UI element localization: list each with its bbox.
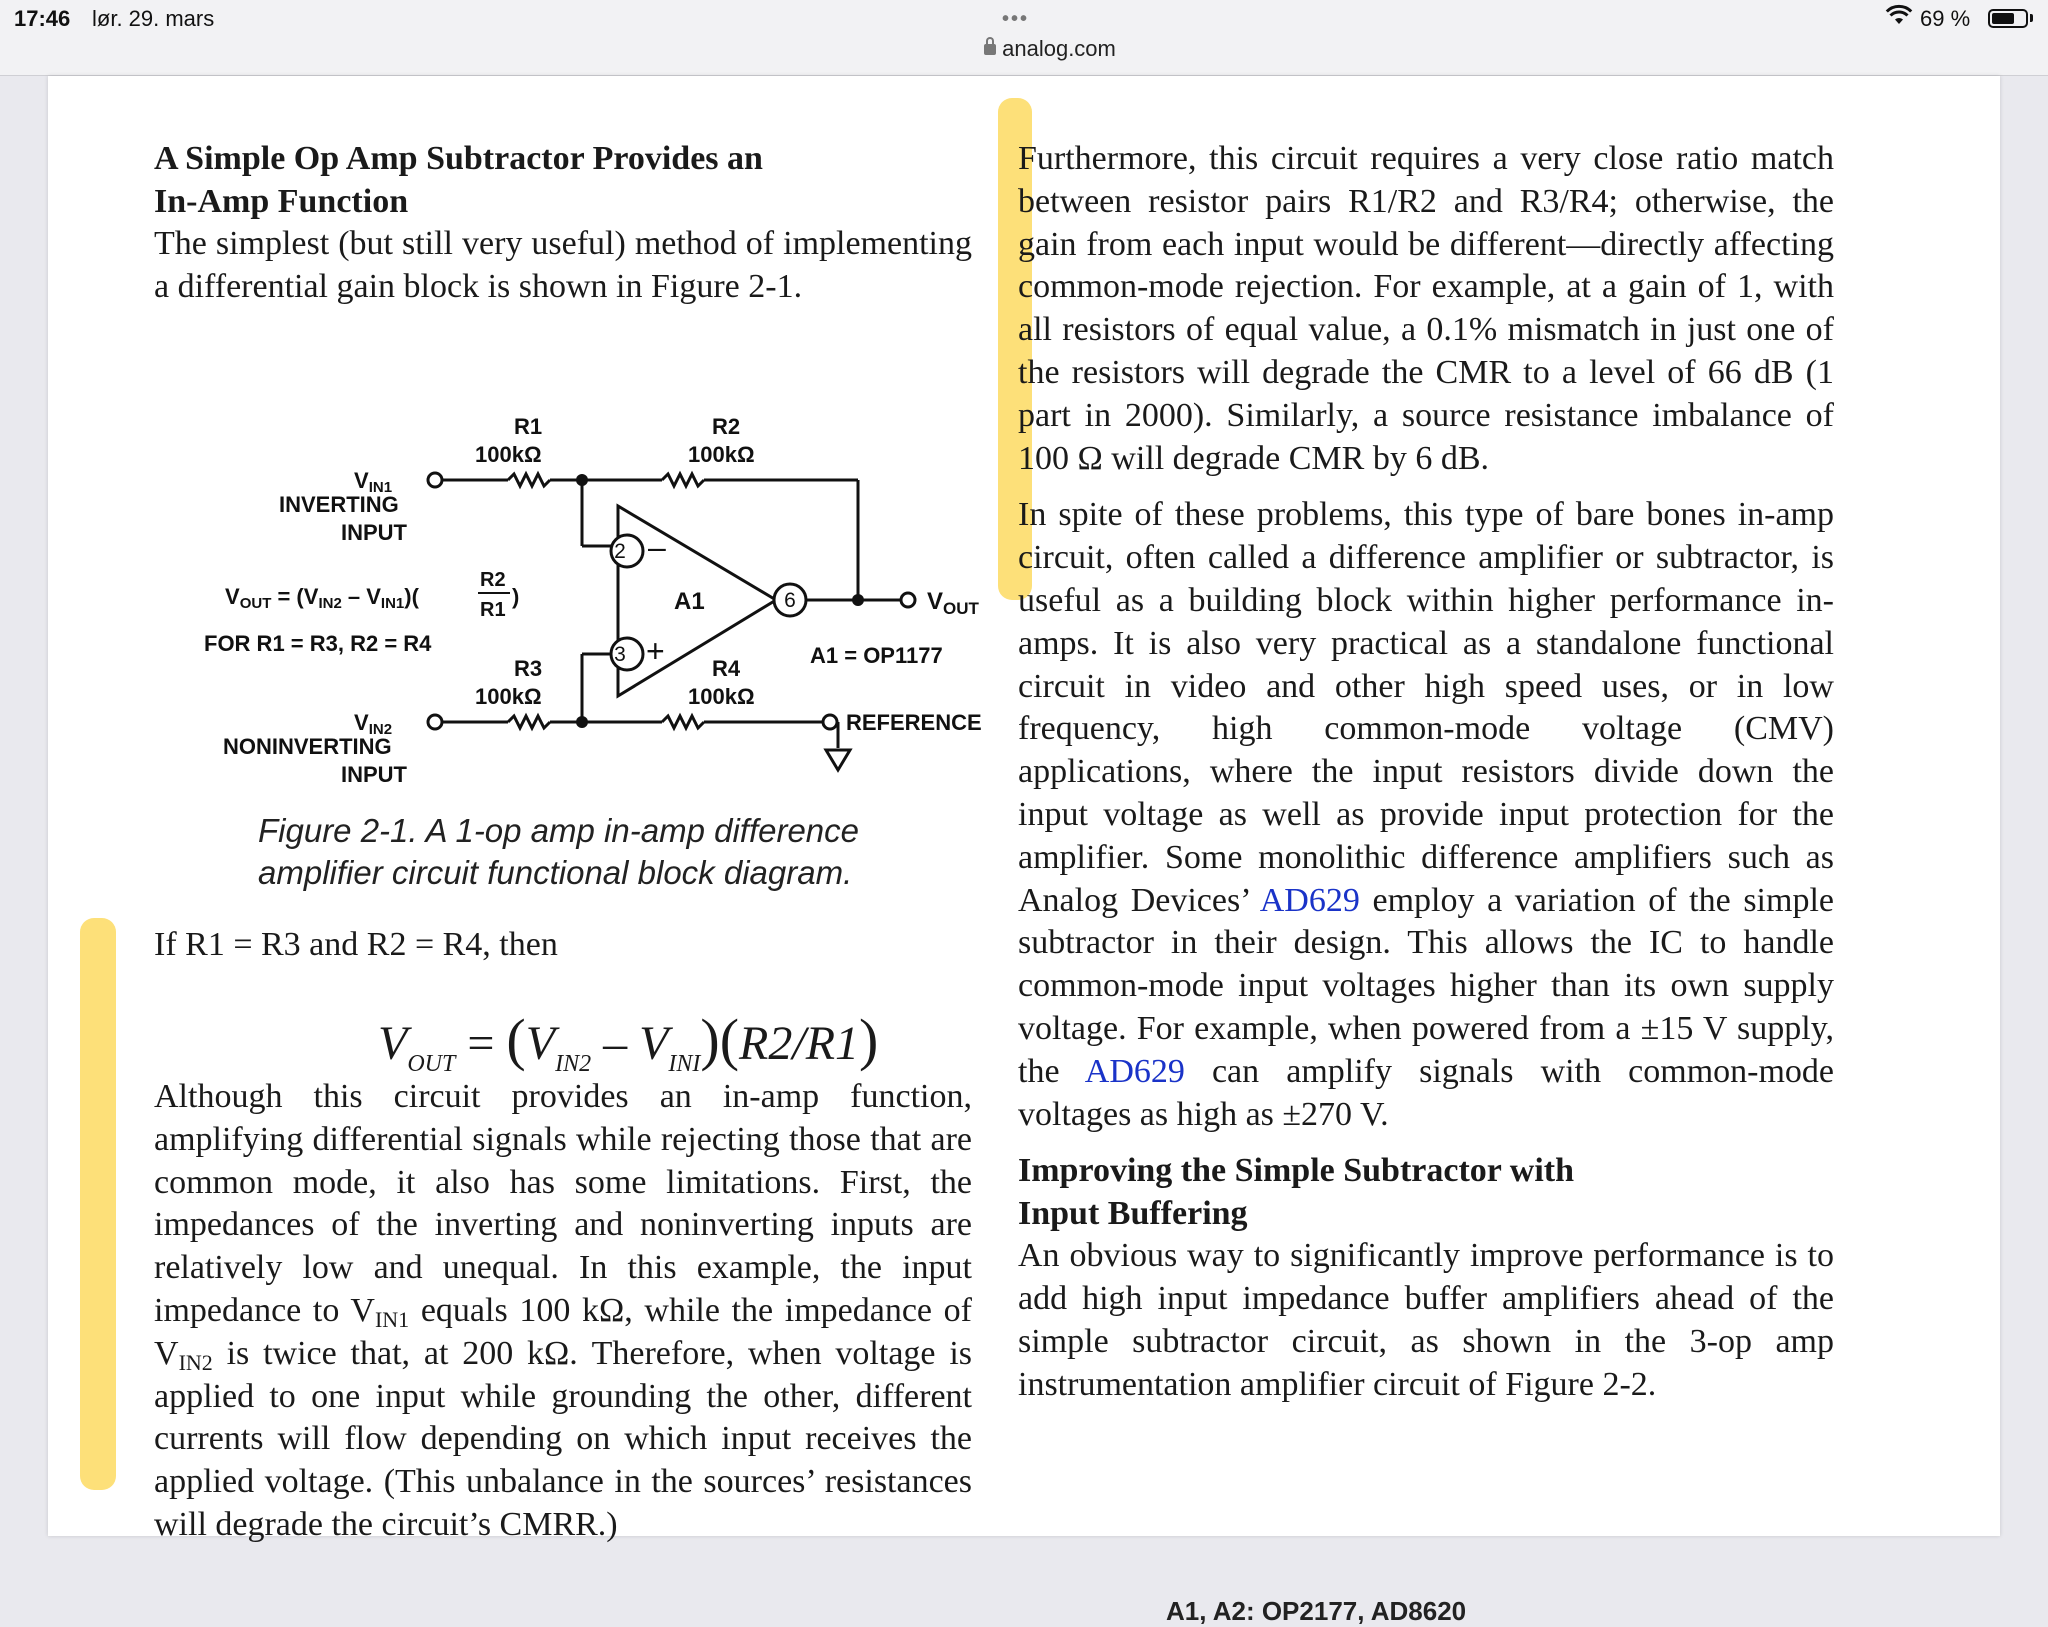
junction-dot bbox=[576, 474, 588, 486]
more-dots-icon[interactable]: ••• bbox=[1002, 8, 1030, 30]
battery-percent: 69 % bbox=[1920, 6, 1971, 31]
reference-label: REFERENCE bbox=[846, 710, 982, 735]
heading-line: In-Amp Function bbox=[154, 182, 409, 220]
r2-label: R2 bbox=[712, 414, 741, 439]
caption-line: Figure 2-1. A 1-op amp in-amp difference bbox=[258, 812, 860, 849]
r4-label: R4 bbox=[712, 656, 741, 681]
input-label: INPUT bbox=[341, 520, 407, 545]
caption-line: amplifier circuit functional block diagram. bbox=[258, 854, 853, 891]
input-label: INPUT bbox=[341, 762, 407, 787]
clock: 17:46 bbox=[14, 6, 71, 31]
r2-value: 100kΩ bbox=[688, 442, 755, 467]
difference-amp-paragraph: In spite of these problems, this type of bare bones in-amp circuit, often called a difference amplifier or subtractor, is useful as a building block within higher performance in-amps. It is also very practical as a standalone functional circuit in video and other high speed uses, or in low frequency, high common-mode voltage (CMV) applications, where the input resistors divide down the input voltage as well as provide input protection for the amplifier. Some monolithic difference amplifiers such as Analog Devices’ AD629 employ a variation of the simple subtractor in their design. This allows the IC to handle common-mode input voltages higher than its own supply voltage. For example, when powered from a ±15 V supply, the AD629 can amplify signals with common-mode voltages as high as ±270 V. bbox=[1018, 496, 1834, 1133]
figure-caption bbox=[258, 810, 958, 894]
left-column-top bbox=[154, 138, 972, 309]
cmr-paragraph: Furthermore, this circuit requires a very close ratio match between resistor pairs R1/R2 and R3/R4; otherwise, the gain from each input would be different—directly affecting common-mode rejection. For example, at a gain of 1, with all resistors of equal value, a 0.1% mismatch in just one of the resistors will degrade the CMR to a level of 66 dB (1 part in 2000). Similarly, a source resistance imbalance of 100 Ω will degrade CMR by 6 dB. bbox=[1018, 140, 1834, 477]
heading-line: A Simple Op Amp Subtractor Provides an bbox=[154, 140, 763, 177]
intro-paragraph: The simplest (but still very useful) method of implementing a differential gain block is shown in Figure 2-1. bbox=[154, 225, 972, 305]
noninverting-sign: + bbox=[646, 633, 665, 669]
date: lør. 29. mars bbox=[92, 6, 215, 31]
pin-6-label: 6 bbox=[784, 589, 796, 612]
ad629-link[interactable]: AD629 bbox=[1084, 1052, 1185, 1090]
section-heading-1 bbox=[154, 138, 972, 223]
limitations-paragraph: Although this circuit provides an in-amp function, amplifying differential signals while rejecting those that are common mode, it also has some limitations. First, the impedances of the inverting and noninverting inputs are relatively low and unequal. In this example, the input impedance to $V_{IN1}$ equals 100 kΩ, while the impedance of $V_{IN2}$ is twice that, at 200 kΩ. Therefore, when voltage is applied to one input while grounding the other, different currents will flow depending on which input receives the applied voltage. (This unbalance in the sources’ resistances will degrade the circuit’s CMRR.) bbox=[154, 1078, 972, 1543]
lock-icon bbox=[984, 44, 996, 55]
inverting-sign: – bbox=[648, 529, 666, 565]
r1-label: R1 bbox=[514, 414, 543, 439]
reference-terminal bbox=[823, 715, 837, 729]
formula-close: ) bbox=[512, 584, 520, 609]
condition-text bbox=[154, 924, 972, 967]
vout-terminal bbox=[901, 593, 915, 607]
formula-numerator: R2 bbox=[480, 569, 506, 591]
pin-2-label: 2 bbox=[614, 540, 626, 563]
wifi-icon bbox=[1886, 6, 1912, 26]
ground-symbol bbox=[826, 750, 850, 770]
r3-label: R3 bbox=[514, 656, 543, 681]
url-text: analog.com bbox=[1002, 36, 1116, 61]
battery-cap bbox=[2030, 14, 2033, 22]
inverting-label: INVERTING bbox=[279, 492, 399, 517]
r4-value: 100kΩ bbox=[688, 684, 755, 709]
battery-icon bbox=[1988, 9, 2028, 28]
cut-off-figure-label: A1, A2: OP2177, AD8620 bbox=[1166, 1596, 1467, 1626]
amp-label: A1 bbox=[674, 588, 705, 615]
vout-label: $V_{OUT}$ bbox=[927, 588, 979, 618]
highlight-mark-left bbox=[80, 918, 116, 1490]
browser-status-bar bbox=[0, 0, 2048, 76]
resistor-condition: FOR R1 = R3, R2 = R4 bbox=[204, 631, 432, 656]
vin2-label: VIN2 bbox=[354, 710, 393, 738]
vin1-label: VIN1 bbox=[354, 468, 393, 496]
vin1-terminal bbox=[428, 473, 442, 487]
address-bar[interactable] bbox=[950, 36, 1150, 62]
r1-value: 100kΩ bbox=[475, 442, 542, 467]
ad629-link[interactable]: AD629 bbox=[1259, 881, 1360, 919]
left-column-bottom bbox=[154, 1076, 972, 1547]
junction-dot bbox=[852, 594, 864, 606]
r3-value: 100kΩ bbox=[475, 684, 542, 709]
pin-3-label: 3 bbox=[614, 643, 626, 666]
heading-line: Improving the Simple Subtractor with bbox=[1018, 1152, 1575, 1190]
junction-dot bbox=[576, 716, 588, 728]
gain-formula: VOUT = (VIN2 – VIN1)( bbox=[225, 584, 419, 612]
vout-equation: $V_{OUT} = (V_{IN2} - V_{INI})(R2/R1)$ bbox=[378, 1007, 879, 1077]
heading-line: Input Buffering bbox=[1018, 1194, 1248, 1232]
vin2-terminal bbox=[428, 715, 442, 729]
battery-level bbox=[1992, 13, 2014, 24]
buffering-paragraph: An obvious way to significantly improve performance is to add high input impedance buffer amplifiers ahead of the simple subtractor circuit, as shown in the 3-op amp instrumentation amplifier circuit of Figure 2-2. bbox=[1018, 1237, 1834, 1403]
document-page bbox=[48, 76, 2000, 1626]
condition-line: If R1 = R3 and R2 = R4, then bbox=[154, 926, 558, 963]
circuit-diagram bbox=[198, 406, 1018, 796]
noninverting-label: NONINVERTING bbox=[223, 734, 392, 759]
amp-part-label: A1 = OP1177 bbox=[810, 643, 943, 668]
formula-denominator: R1 bbox=[480, 599, 506, 621]
right-column bbox=[1018, 138, 1834, 1407]
section-heading-2 bbox=[1018, 1150, 1834, 1235]
